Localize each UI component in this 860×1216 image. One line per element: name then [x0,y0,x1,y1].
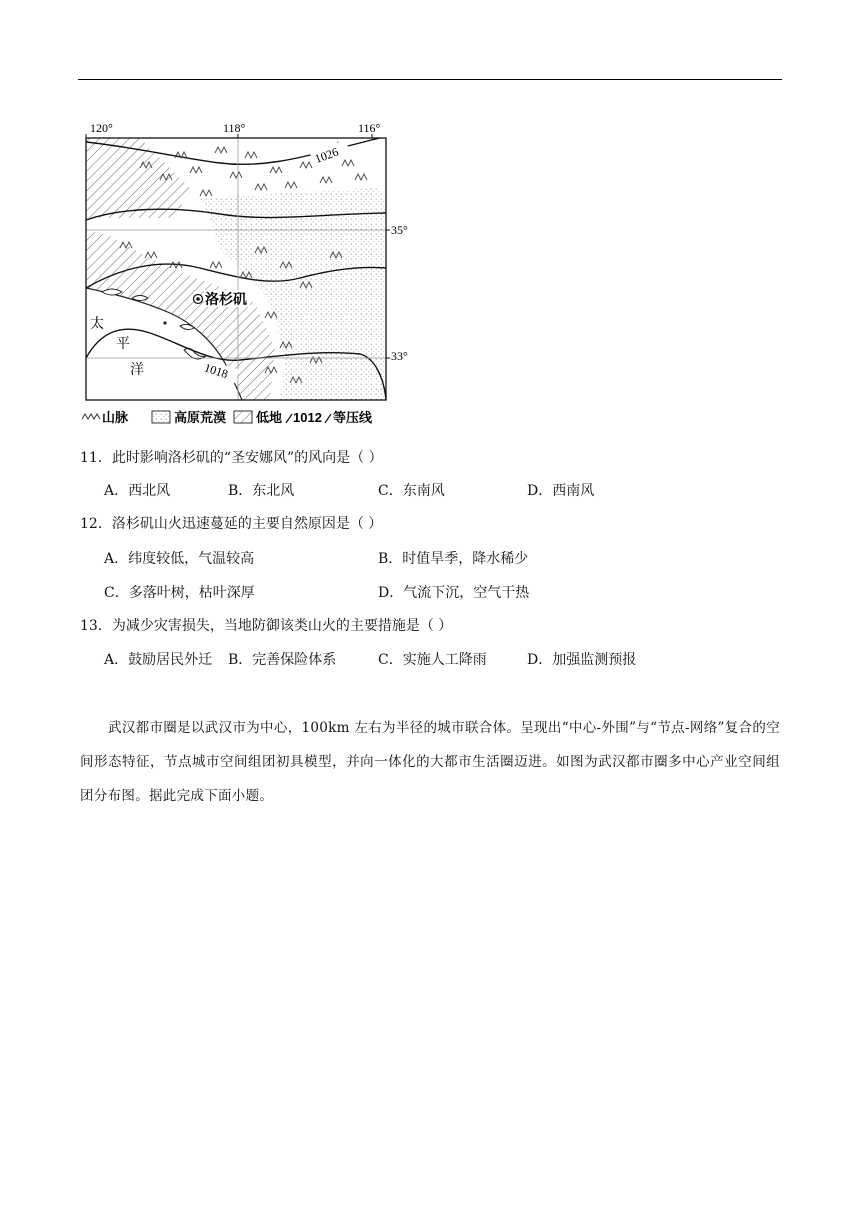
question-11 [80,448,383,468]
q13-option-c[interactable]: C．实施人工降雨 [378,652,487,668]
legend-lowland: 低地 [256,411,283,426]
ocean-label-ping: 平 [116,336,130,352]
q12-option-b[interactable]: B．时值旱季，降水稀少 [378,551,529,567]
isobar-legend-icon [286,414,292,423]
q11-option-a[interactable]: A．西北风 [104,483,171,499]
ocean-label-yang: 洋 [130,362,144,378]
question-number: 13． [80,618,112,634]
q11-option-b[interactable]: B．东北风 [228,483,295,499]
isobar-label-1018: 1018 [202,360,230,382]
q12-option-d[interactable]: D．气流下沉，空气干热 [378,585,530,601]
question-13 [80,616,452,636]
map-svg [80,118,410,430]
mountain-legend-icon [82,414,100,419]
lon-label-118: 118° [223,121,246,135]
isobar-label-1026: 1026 [312,144,341,166]
lat-label-35: 35° [391,223,408,237]
question-12 [80,514,382,534]
question-stem: 洛杉矶山火迅速蔓延的主要自然原因是（ ） [111,516,383,532]
ocean-label-tai: 太 [90,316,104,332]
question-number: 11． [80,450,112,466]
island [163,321,166,324]
passage-text: 武汉都市圈是以武汉市为中心，100km 左右为半径的城市联合体。呈现出“中心-外围”与“节点-网络”复合的空间形态特征，节点城市空间组团初具模型，并向一体化的大都市生活圈迈进。如图为武汉都市圈多中心产业空间组团分布图。据此完成下面小题。 [80,720,780,804]
lowland-legend-icon [234,411,252,423]
question-number: 12． [80,516,112,532]
q12-option-c[interactable]: C．多落叶树，枯叶深厚 [104,585,255,601]
q11-option-c[interactable]: C．东南风 [378,483,445,499]
legend-isobar-value: 1012 [293,410,322,425]
lat-label-33: 33° [391,349,408,363]
q12-option-a[interactable]: A．纬度较低，气温较高 [104,551,255,567]
lon-label-116: 116° [358,121,381,135]
q13-option-d[interactable]: D．加强监测预报 [527,652,637,668]
lon-label-120: 120° [90,121,113,135]
map-legend [82,410,373,426]
desert-legend-icon [152,411,170,423]
header-rule [78,79,782,80]
q13-option-b[interactable]: B．完善保险体系 [228,652,337,668]
q11-option-d[interactable]: D．西南风 [527,483,595,499]
pressure-map-figure [80,118,410,430]
passage-wuhan-metro [80,711,780,813]
island [132,296,148,301]
legend-desert: 高原荒漠 [174,411,227,426]
question-stem: 为减少灾害损失，当地防御该类山火的主要措施是（ ） [111,618,453,634]
legend-isobar-text: 等压线 [333,411,373,426]
legend-mountain: 山脉 [102,411,129,426]
question-stem: 此时影响洛杉矶的“圣安娜风”的风向是（ ） [111,450,383,466]
la-city-label: 洛杉矶 [205,292,247,308]
q13-option-a[interactable]: A．鼓励居民外迁 [104,652,213,668]
